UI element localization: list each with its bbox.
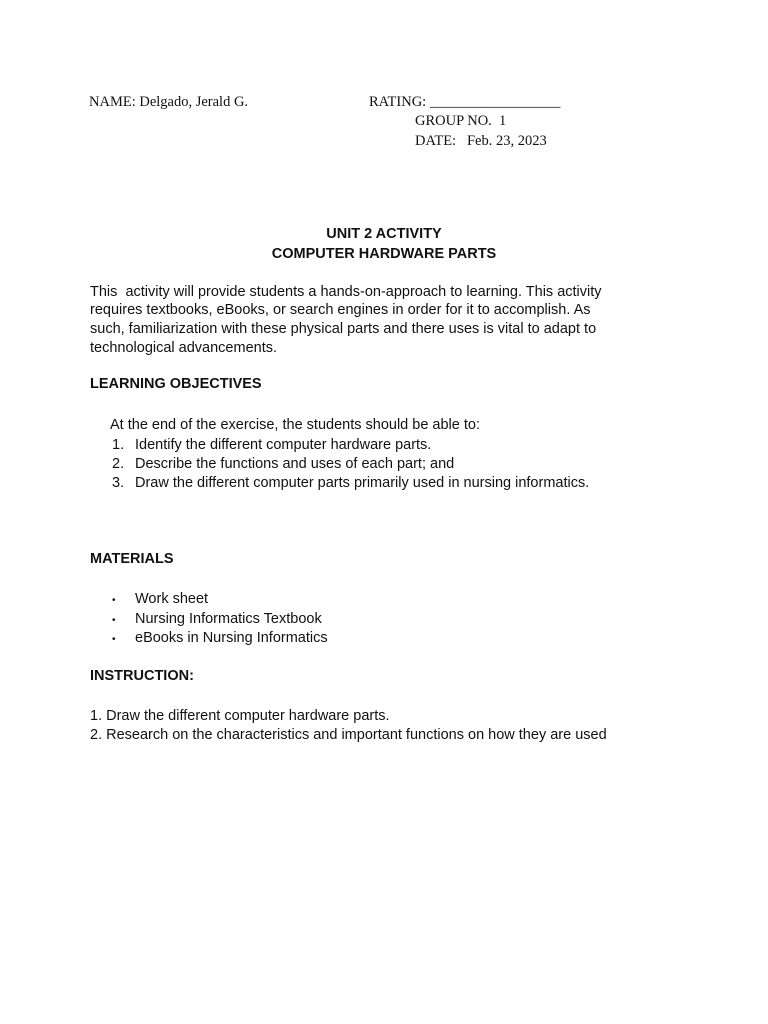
objective-number: 3. [112,475,125,491]
instruction-heading: INSTRUCTION: [90,668,194,684]
objective-item: Identify the different computer hardware parts. [135,437,432,453]
material-item: Nursing Informatics Textbook [135,611,322,627]
date-field: DATE: Feb. 23, 2023 [415,133,547,149]
objective-number: 2. [112,456,125,472]
document-subtitle: COMPUTER HARDWARE PARTS [271,246,497,262]
bullet-icon: • [112,634,116,645]
materials-heading: MATERIALS [90,551,174,567]
instruction-item: 2. Research on the characteristics and important functions on how they are used [90,727,607,743]
bullet-icon: • [112,615,116,626]
intro-line-4: technological advancements. [90,340,278,356]
document-title: UNIT 2 ACTIVITY [326,226,442,242]
name-field: NAME: Delgado, Jerald G. [89,94,249,110]
material-item: Work sheet [135,591,209,607]
bullet-icon: • [112,595,116,606]
objective-item: Describe the functions and uses of each part; and [135,456,455,472]
objective-number: 1. [112,437,125,453]
objective-item: Draw the different computer parts primarily used in nursing informatics. [135,475,590,491]
rating-field: RATING: __________________ [369,94,561,110]
objectives-lead: At the end of the exercise, the students should be able to: [110,417,480,433]
instruction-item: 1. Draw the different computer hardware parts. [90,708,390,724]
group-number: GROUP NO. 1 [415,113,507,129]
objectives-heading: LEARNING OBJECTIVES [90,376,262,392]
material-item: eBooks in Nursing Informatics [135,630,328,646]
intro-line-3: such, familiarization with these physical parts and there uses is vital to adapt to [90,321,597,337]
intro-line-2: requires textbooks, eBooks, or search engines in order for it to accomplish. As [90,302,591,318]
intro-line-1: This activity will provide students a hands-on-approach to learning. This activity [90,284,602,300]
